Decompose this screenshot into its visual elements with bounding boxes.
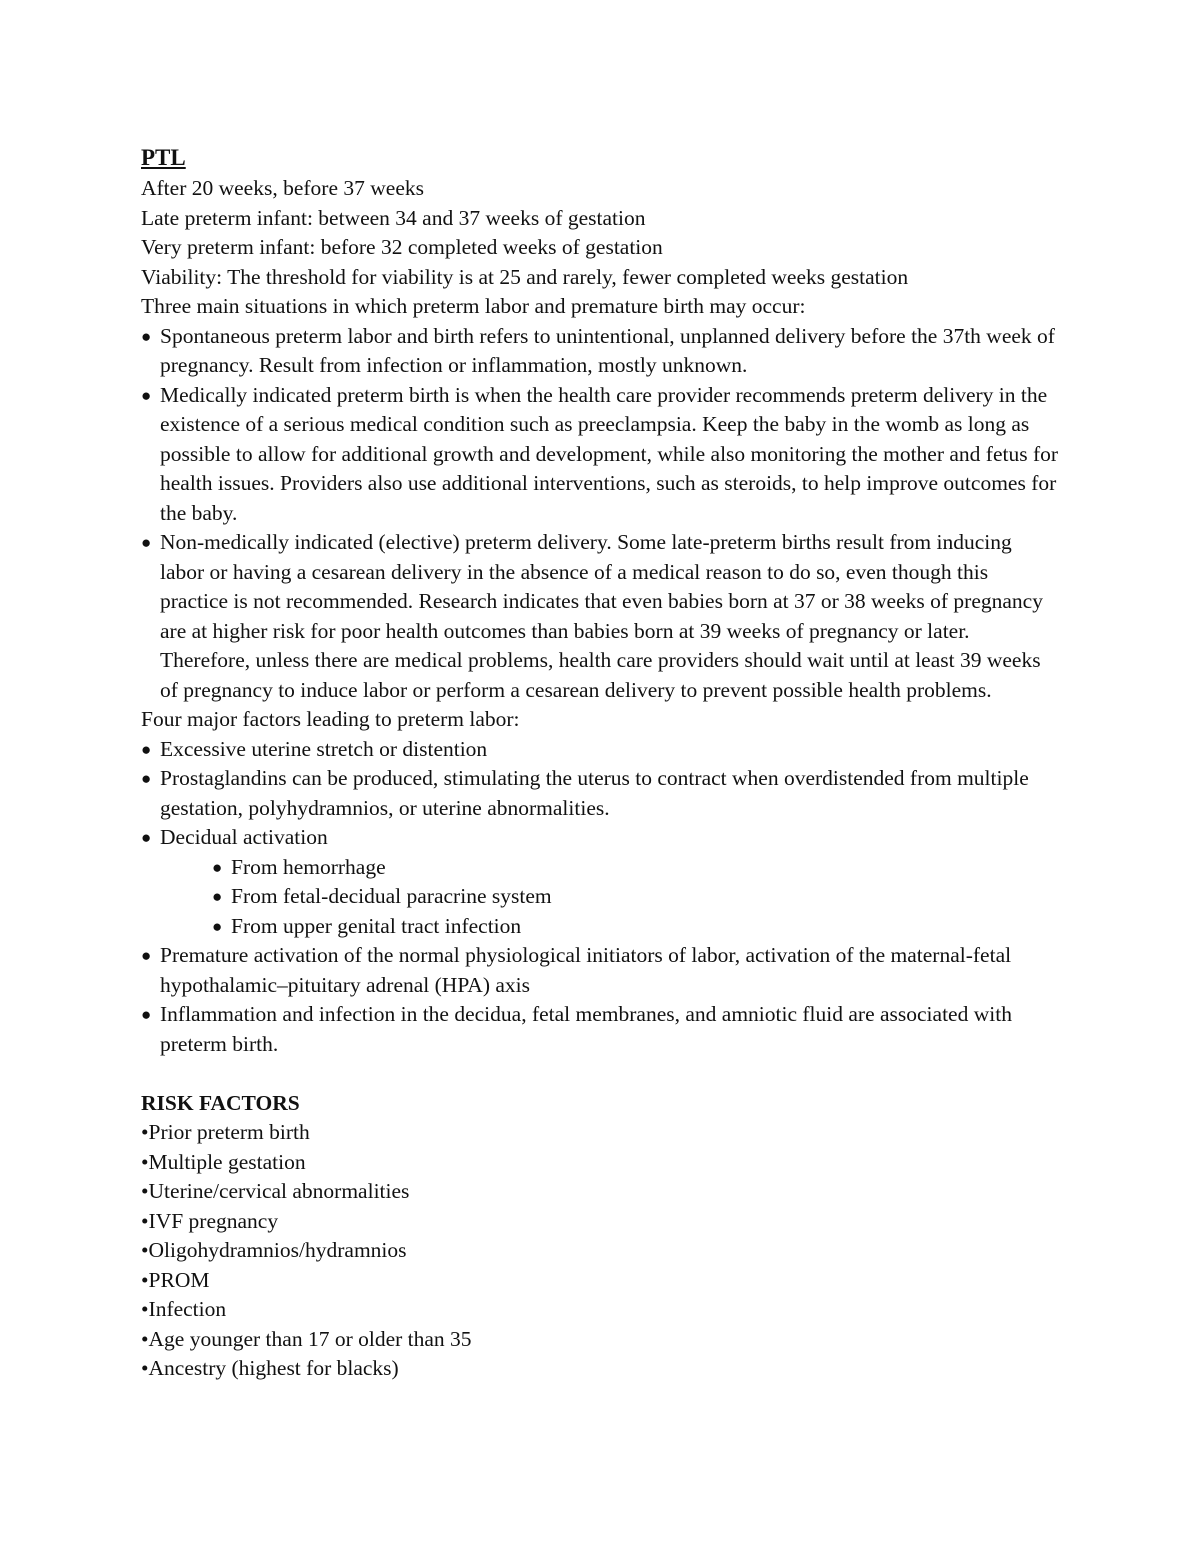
factor-sub-text: From upper genital tract infection — [231, 913, 522, 938]
factor-text: Inflammation and infection in the decidua, fetal membranes, and amniotic fluid are associated with preterm birth. — [160, 1002, 1012, 1056]
situation-text: Medically indicated preterm birth is when the health care provider recommends preterm delivery in the existence of a serious medical condition such as preeclampsia. Keep the baby in the womb as long as possible to allow for additional growth and development, while also monitoring the mother and fetus for health issues. Providers also use additional interventions, such as steroids, to help improve outcomes for the baby. — [160, 382, 1059, 525]
risk-factor-item — [141, 1236, 1061, 1266]
risk-factor-text: Ancestry (highest for blacks) — [148, 1356, 399, 1380]
factor-bullet — [141, 823, 1061, 853]
situation-text: Non-medically indicated (elective) preterm delivery. Some late-preterm births result from inducing labor or having a cesarean delivery in the absence of a medical reason to do so, even though this practice is not recommended. Research indicates that even babies born at 37 or 38 weeks of pregnancy are at higher risk for poor health outcomes than babies born at 39 weeks of pregnancy or later. Therefore, unless there are medical problems, health care providers should wait until at least 39 weeks of pregnancy to induce labor or perform a cesarean delivery to prevent possible health problems. — [160, 530, 1043, 702]
document-title: PTL — [141, 145, 186, 170]
bullet-icon: ● — [141, 533, 152, 552]
factor-text: Excessive uterine stretch or distention — [160, 736, 488, 761]
risk-factor-text: PROM — [148, 1267, 210, 1292]
risk-factor-item — [141, 1207, 1061, 1237]
intro-line: Very preterm infant: before 32 completed weeks of gestation — [141, 235, 663, 259]
risk-factor-item — [141, 1325, 1061, 1355]
risk-factor-item — [141, 1177, 1061, 1207]
situation-text: Spontaneous preterm labor and birth refers to unintentional, unplanned delivery before the 37th week of pregnancy. Result from infection or inflammation, mostly unknown. — [160, 323, 1055, 377]
risk-bullet-icon: • — [141, 1179, 149, 1203]
risk-factor-text: Multiple gestation — [148, 1149, 306, 1174]
risk-factor-item — [141, 1148, 1061, 1178]
situation-bullet — [141, 381, 1061, 529]
factor-sub-text: From hemorrhage — [231, 854, 386, 879]
risk-factor-text: Oligohydramnios/hydramnios — [148, 1238, 407, 1262]
intro-line: After 20 weeks, before 37 weeks — [141, 176, 424, 200]
risk-bullet-icon: • — [141, 1267, 149, 1292]
factor-bullet — [141, 735, 1061, 765]
factor-text: Premature activation of the normal physiological initiators of labor, activation of the maternal-fetal hypothalamic–pituitary adrenal (HPA) axis — [160, 943, 1012, 997]
risk-factor-item — [141, 1354, 1061, 1384]
factor-text: Decidual activation — [160, 825, 328, 849]
intro-line: Late preterm infant: between 34 and 37 weeks of gestation — [141, 205, 646, 230]
risk-bullet-icon: • — [141, 1326, 149, 1351]
factor-sub-text: From fetal-decidual paracrine system — [231, 884, 552, 908]
factor-bullet — [141, 764, 1061, 823]
situation-bullet — [141, 528, 1061, 705]
risk-factor-item — [141, 1266, 1061, 1296]
bullet-icon: ● — [212, 887, 223, 906]
factor-sub-bullet — [141, 853, 1061, 883]
bullet-icon: ● — [212, 916, 223, 936]
risk-factor-item — [141, 1118, 1061, 1148]
intro-line: Viability: The threshold for viability is at 25 and rarely, fewer completed weeks gestation — [141, 264, 909, 289]
risk-factor-text: Uterine/cervical abnormalities — [148, 1179, 410, 1203]
risk-factor-text: Prior preterm birth — [148, 1120, 310, 1144]
risk-factor-item — [141, 1295, 1061, 1325]
bullet-icon: ● — [141, 828, 152, 847]
risk-bullet-icon: • — [141, 1297, 149, 1321]
document-body — [141, 142, 1061, 1384]
bullet-icon: ● — [141, 769, 152, 788]
factors-heading: Four major factors leading to preterm labor: — [141, 707, 520, 731]
intro-line: Three main situations in which preterm labor and premature birth may occur: — [141, 294, 806, 318]
risk-bullet-icon: • — [141, 1149, 149, 1174]
risk-bullet-icon: • — [141, 1208, 149, 1233]
bullet-icon: ● — [141, 946, 152, 965]
risk-factor-text: Age younger than 17 or older than 35 — [148, 1326, 472, 1351]
bullet-icon: ● — [141, 1005, 152, 1024]
factor-text: Prostaglandins can be produced, stimulating the uterus to contract when overdistended from multiple gestation, polyhydramnios, or uterine abnormalities. — [160, 766, 1029, 820]
risk-bullet-icon: • — [141, 1120, 149, 1144]
risk-factors-heading: RISK FACTORS — [141, 1091, 300, 1115]
risk-bullet-icon: • — [141, 1356, 149, 1380]
factor-sub-bullet — [141, 882, 1061, 912]
factor-sub-bullet — [141, 912, 1061, 942]
bullet-icon: ● — [141, 385, 152, 405]
risk-bullet-icon: • — [141, 1238, 149, 1262]
situation-bullet — [141, 322, 1061, 381]
bullet-icon: ● — [212, 857, 223, 877]
factor-bullet — [141, 1000, 1061, 1059]
factor-bullet — [141, 941, 1061, 1000]
bullet-icon: ● — [141, 326, 152, 346]
bullet-icon: ● — [141, 739, 152, 759]
risk-factor-text: Infection — [148, 1297, 227, 1321]
risk-factor-text: IVF pregnancy — [148, 1208, 279, 1233]
